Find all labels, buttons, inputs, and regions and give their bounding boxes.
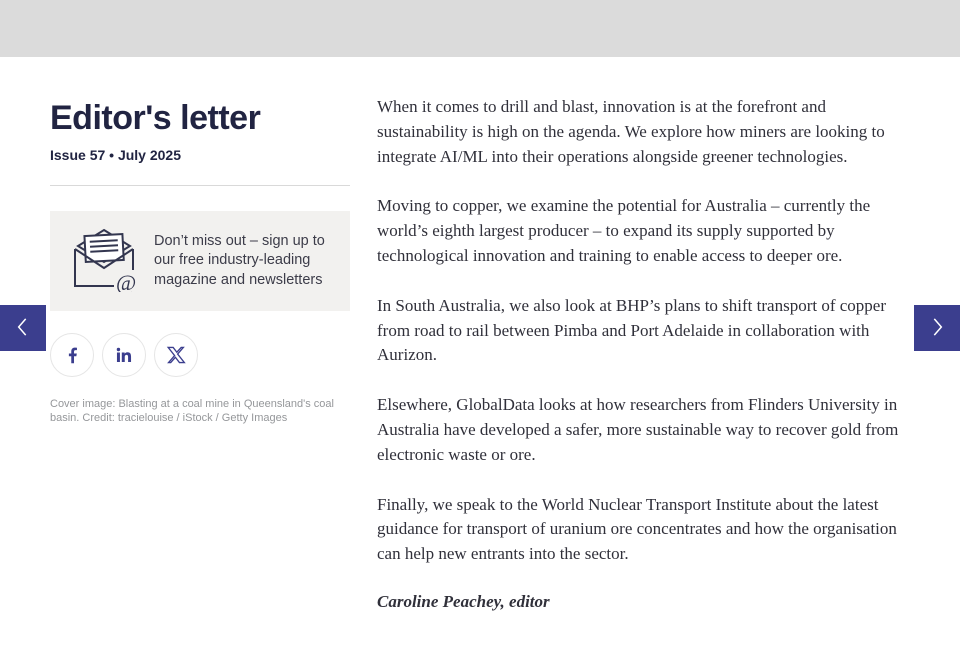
page-title: Editor's letter bbox=[50, 99, 261, 137]
facebook-icon bbox=[61, 344, 83, 366]
paragraph: Elsewhere, GlobalData looks at how researchers from Flinders University in Australia have developed a safer, more sustainable way to recover gold from electronic waste or ore. bbox=[377, 395, 899, 464]
divider bbox=[50, 185, 350, 186]
envelope-newsletter-icon bbox=[68, 226, 140, 297]
linkedin-share-button[interactable] bbox=[102, 333, 146, 377]
chevron-left-icon bbox=[10, 314, 36, 343]
issue-date-line: Issue 57 • July 2025 bbox=[50, 147, 181, 163]
facebook-share-button[interactable] bbox=[50, 333, 94, 377]
svg-text:@: @ bbox=[116, 269, 137, 292]
chevron-right-icon bbox=[924, 314, 950, 343]
previous-page-button[interactable] bbox=[0, 305, 46, 351]
paragraph: Finally, we speak to the World Nuclear Transport Institute about the latest guidance for transport of uranium ore concentrates and how the organisation can help new entrants into the sector. bbox=[377, 494, 897, 564]
paragraph: When it comes to drill and blast, innovation is at the forefront and sustainability is high on the agenda. We explore how miners are looking to integrate AI/ML into their operations alongside greener technologies. bbox=[377, 97, 885, 166]
editor-letter-body bbox=[377, 95, 905, 612]
cover-image-credit: Cover image: Blasting at a coal mine in Queensland's coal basin. Credit: tracielouise / iStock / Getty Images bbox=[50, 398, 334, 424]
top-ad-banner bbox=[0, 0, 960, 57]
x-share-button[interactable] bbox=[154, 333, 198, 377]
paragraph: In South Australia, we also look at BHP’s plans to shift transport of copper from road to rail between Pimba and Port Adelaide in collaboration with Aurizon. bbox=[377, 295, 886, 365]
newsletter-signup-text: Don’t miss out – sign up to our free industry-leading magazine and newsletters bbox=[154, 232, 325, 288]
social-share-row bbox=[50, 333, 350, 377]
x-icon bbox=[166, 345, 186, 365]
sidebar bbox=[50, 98, 350, 425]
linkedin-icon bbox=[114, 345, 134, 365]
newsletter-signup-banner[interactable] bbox=[50, 211, 350, 311]
editor-signature: Caroline Peachey, editor bbox=[377, 591, 550, 611]
paragraph: Moving to copper, we examine the potential for Australia – currently the world’s eighth largest producer – to expand its supply supported by technological innovation and training to enable access to deeper ore. bbox=[377, 196, 871, 265]
next-page-button[interactable] bbox=[914, 305, 960, 351]
